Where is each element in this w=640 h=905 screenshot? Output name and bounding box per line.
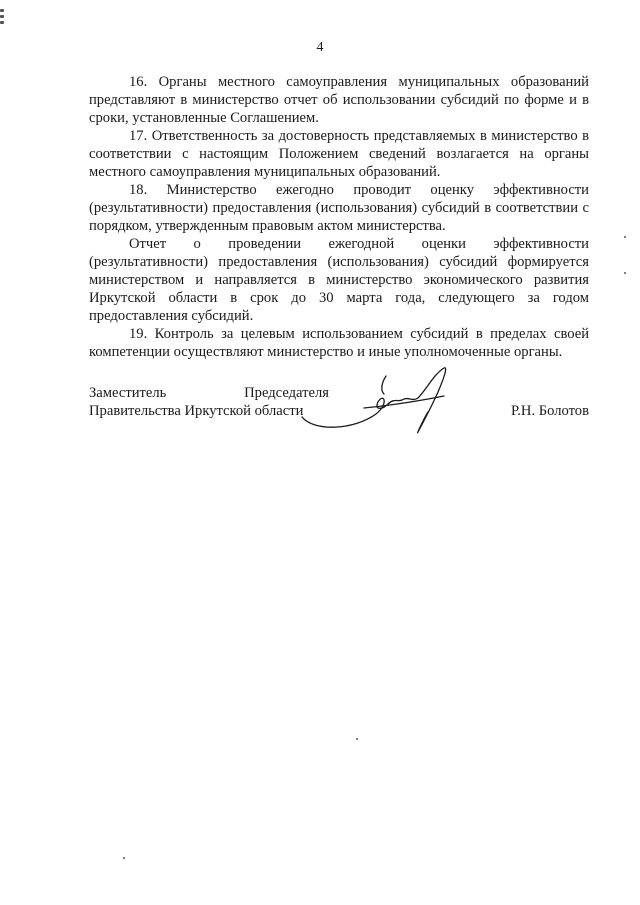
- signer-name: Р.Н. Болотов: [510, 403, 589, 419]
- signer-position-line2: Правительства Иркутской области: [89, 403, 304, 419]
- paragraph-19: 19. Контроль за целевым использованием субсидий в пределах своей компетенции осуществляют министерство и иные уполномоченные органы.: [89, 326, 589, 360]
- scan-mark: [624, 236, 626, 238]
- document-body: [89, 73, 589, 361]
- scan-mark: [624, 272, 626, 274]
- scan-mark: [356, 738, 358, 740]
- paragraph-16: 16. Органы местного самоуправления муниципальных образований представляют в министерство отчет об использовании субсидий по форме и в сроки, установленные Соглашением.: [89, 74, 589, 126]
- signer-position-line1: [89, 384, 329, 402]
- scan-mark: [123, 857, 125, 859]
- paragraph-17: 17. Ответственность за достоверность представляемых в министерство в соответствии с настоящим Положением сведений возлагается на органы местного самоуправления муниципальных образований.: [89, 128, 589, 180]
- handwritten-signature: [294, 362, 454, 442]
- signer-position-word2: Председателя: [244, 385, 329, 401]
- signer-position-word1: Заместитель: [89, 385, 167, 401]
- paragraph-18: 18. Министерство ежегодно проводит оценку эффективности (результативности) предоставления (использования) субсидий в соответствии с порядком, утвержденным правовым актом министерства.: [89, 182, 589, 234]
- page-number: 4: [316, 40, 324, 55]
- signature-block: [89, 380, 589, 450]
- paragraph-18-report: Отчет о проведении ежегодной оценки эффективности (результативности) предоставления (использования) субсидий формируется министерством и направляется в министерство экономического развития Иркутской области в срок до 30 марта года, следующего за годом предоставления субсидий.: [89, 236, 589, 324]
- scan-mark: [0, 15, 4, 18]
- scan-mark: [0, 9, 4, 12]
- scan-mark: [0, 21, 4, 24]
